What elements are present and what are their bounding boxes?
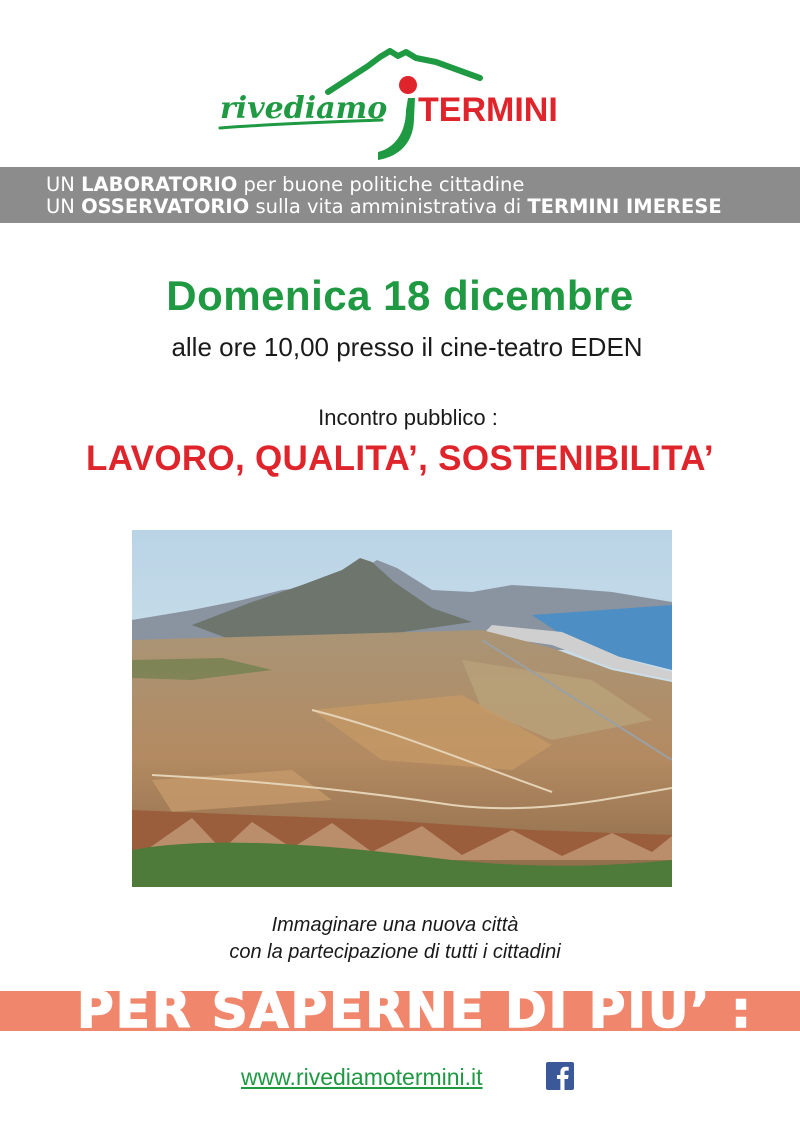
logo-graphic — [210, 48, 590, 163]
aerial-landscape-photo — [132, 530, 672, 887]
facebook-icon[interactable] — [546, 1062, 574, 1090]
logo — [210, 48, 590, 163]
logo-script-text: rivediamo — [220, 91, 388, 126]
facebook-glyph — [546, 1062, 574, 1090]
closing-tagline — [0, 912, 790, 966]
banner-text: per buone politiche cittadine — [237, 173, 525, 196]
banner-line-laboratorio — [46, 174, 800, 196]
logo-brand-text: TERMINI — [418, 91, 558, 129]
tagline-line: Immaginare una nuova città — [271, 914, 519, 936]
website-link[interactable]: www.rivediamotermini.it — [241, 1064, 483, 1090]
event-intro: Incontro pubblico : — [318, 405, 498, 430]
event-date: Domenica 18 dicembre — [166, 272, 634, 319]
tagline-line: con la partecipazione di tutti i cittadini — [229, 941, 561, 963]
tagline-banner — [0, 167, 800, 223]
banner-strong-text: OSSERVATORIO — [81, 195, 250, 218]
banner-strong-text: LABORATORIO — [81, 173, 238, 196]
photo-illustration — [132, 530, 672, 887]
logo-dot — [399, 76, 417, 94]
info-heading: PER SAPERNE DI PIU’ : — [77, 981, 753, 1039]
event-time-place: alle ore 10,00 presso il cine-teatro EDEN — [171, 332, 643, 362]
event-title: LAVORO, QUALITA’, SOSTENIBILITA’ — [86, 439, 714, 478]
banner-text: UN — [46, 173, 82, 196]
banner-text: UN — [46, 195, 82, 218]
banner-line-osservatorio — [46, 196, 800, 218]
banner-strong-text: TERMINI IMERESE — [527, 195, 722, 218]
banner-text: sulla vita amministrativa di — [249, 195, 528, 218]
